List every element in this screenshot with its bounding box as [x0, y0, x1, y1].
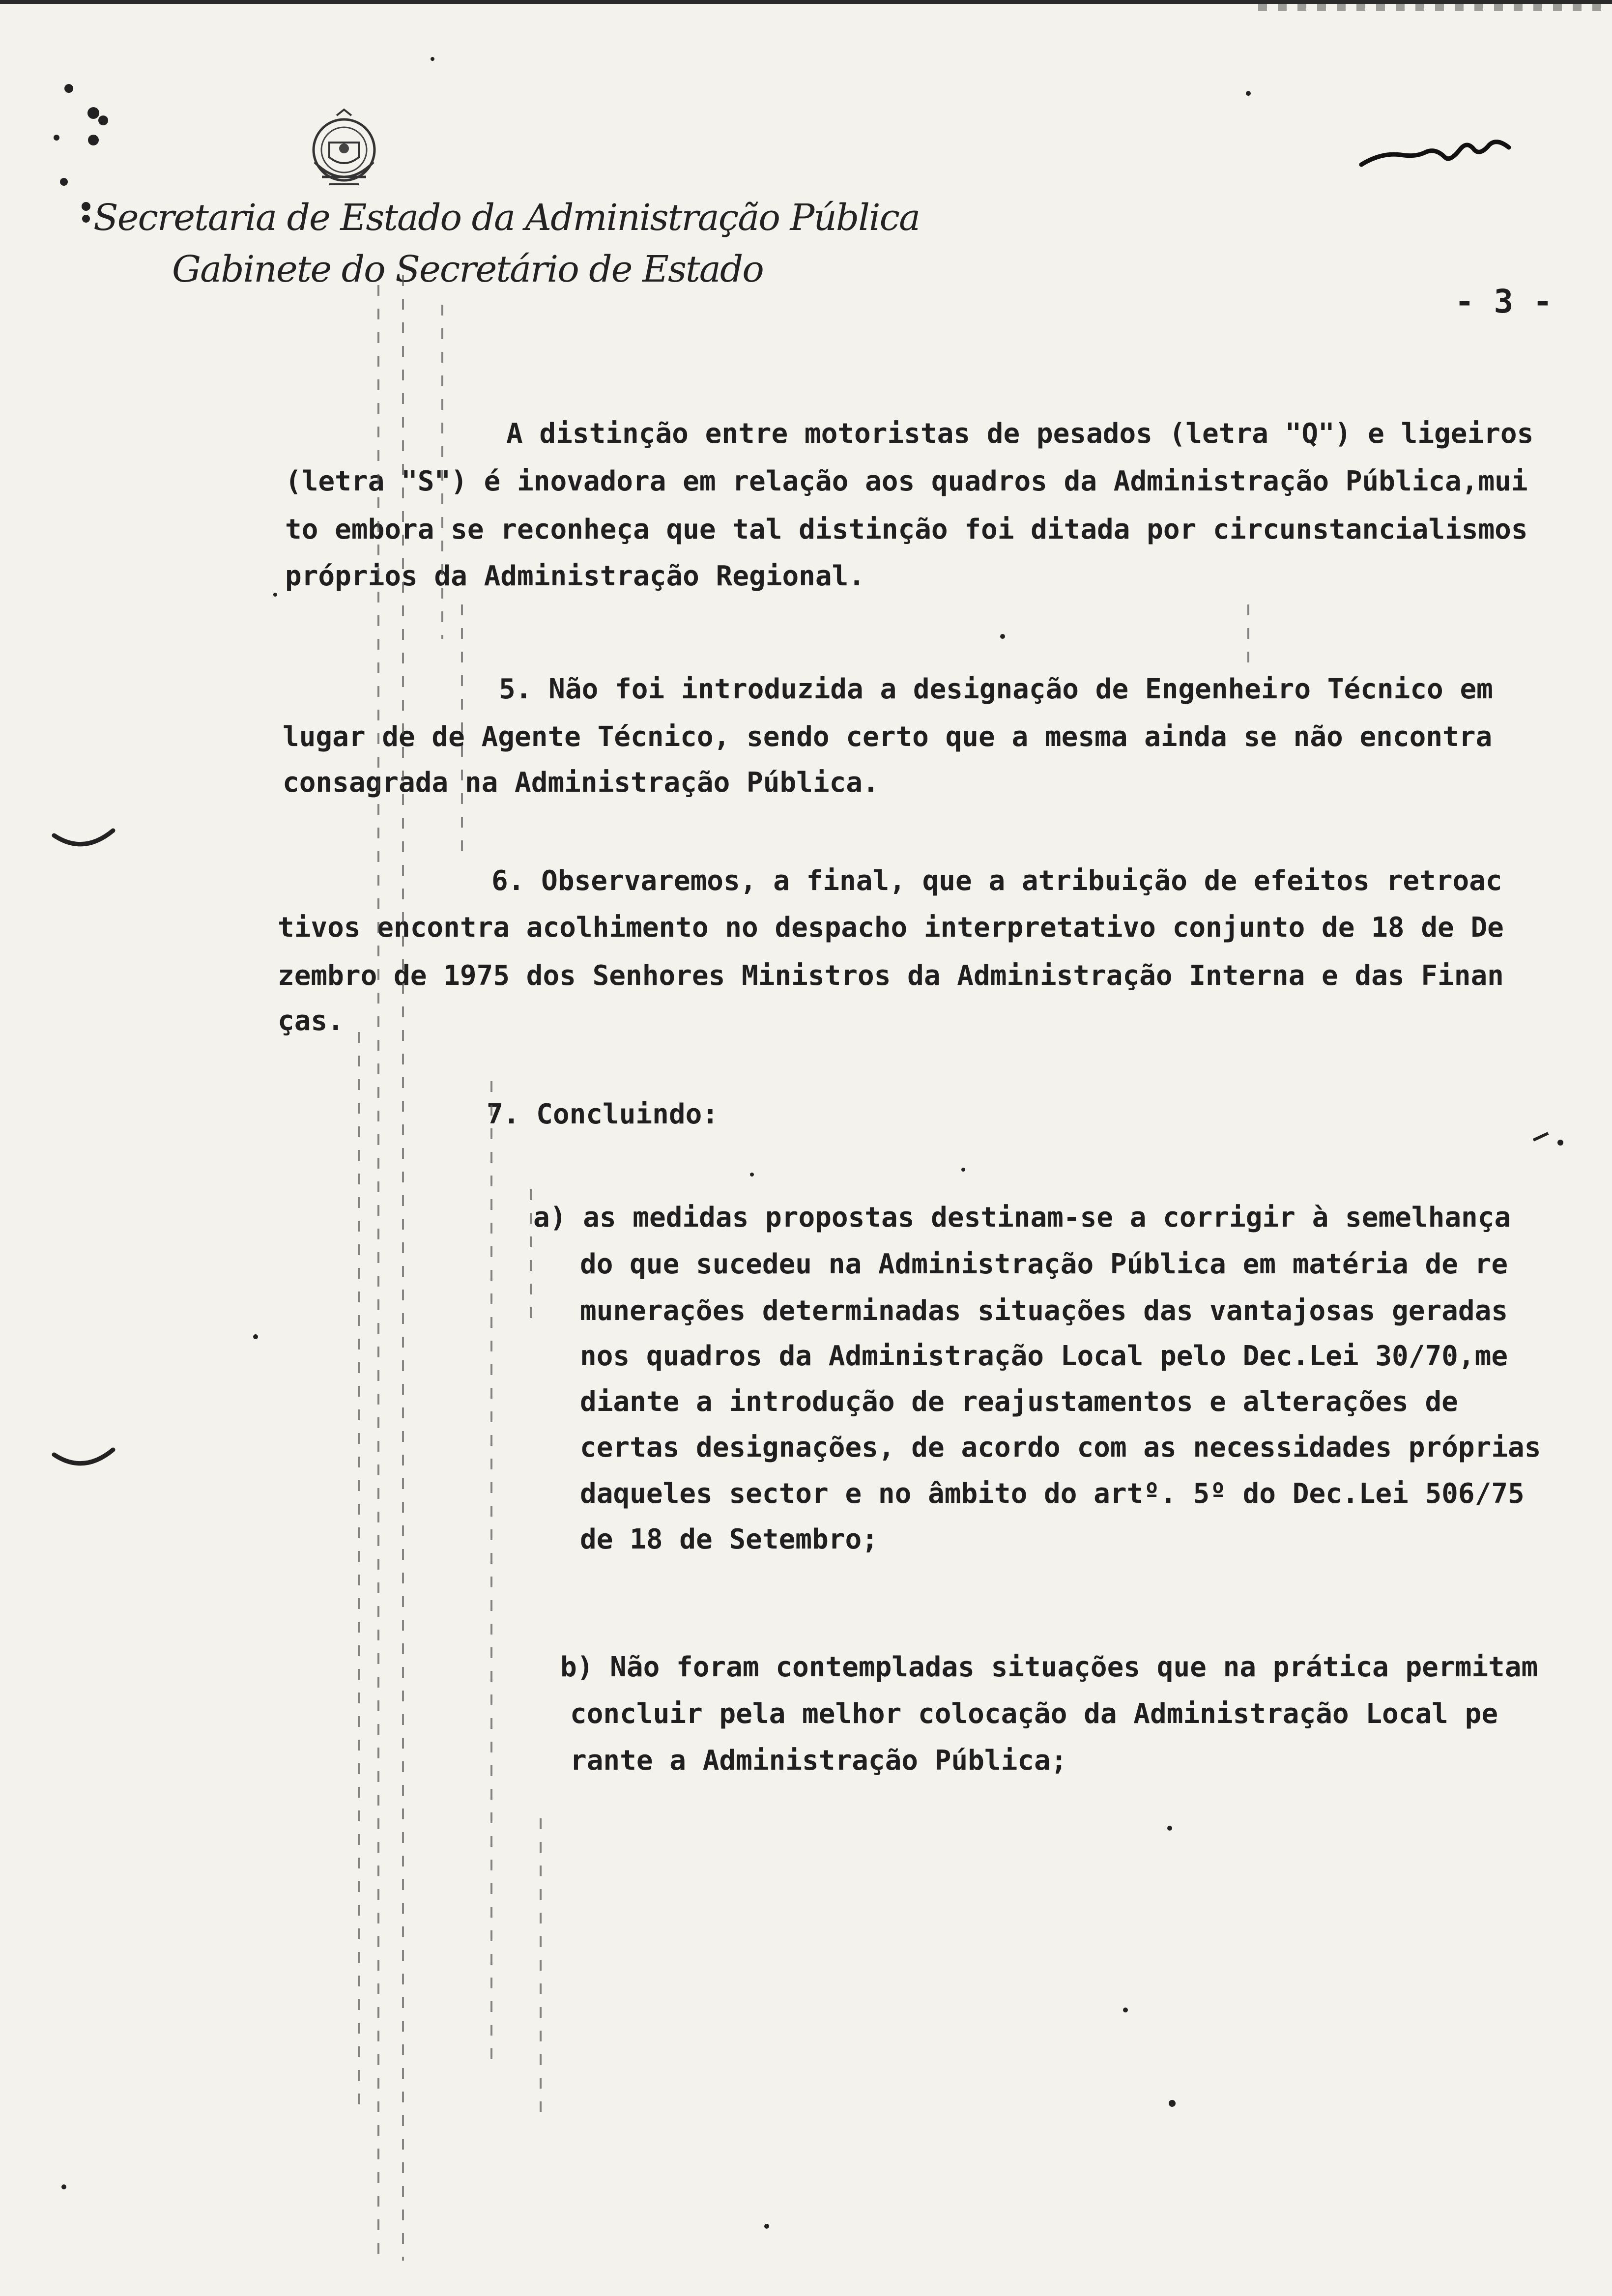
- item-b-line-2: concluir pela melhor colocação da Administração Local pe: [570, 1698, 1498, 1730]
- paragraph-5-line-3: consagrada na Administração Pública.: [283, 767, 879, 799]
- item-a-line-1: a) as medidas propostas destinam-se a corrigir à semelhança: [533, 1202, 1511, 1234]
- item-a-line-7: daqueles sector e no âmbito do artº. 5º do Dec.Lei 506/75: [580, 1478, 1525, 1510]
- header-cabinet: Gabinete do Secretário de Estado: [172, 248, 763, 290]
- item-b-line-1: b) Não foram contempladas situações que na prática permitam: [560, 1651, 1538, 1683]
- item-a-line-8: de 18 de Setembro;: [580, 1523, 878, 1555]
- item-b-line-3: rante a Administração Pública;: [570, 1745, 1067, 1777]
- paragraph-6-line-2: tivos encontra acolhimento no despacho interpretativo conjunto de 18 de De: [278, 912, 1504, 944]
- top-rule: [0, 0, 1612, 4]
- handwritten-initials-icon: [1356, 123, 1563, 177]
- paragraph-intro-line-2: (letra "S") é inovadora em relação aos quadros da Administração Pública,mui: [285, 465, 1528, 497]
- paragraph-7-heading: 7. Concluindo:: [487, 1098, 719, 1130]
- coat-of-arms-seal-icon: [295, 103, 393, 201]
- paragraph-intro-line-4: próprios da Administração Regional.: [285, 560, 865, 592]
- item-a-line-2: do que sucedeu na Administração Pública em matéria de re: [580, 1248, 1508, 1280]
- item-a-line-5: diante a introdução de reajustamentos e alterações de: [580, 1386, 1458, 1418]
- paragraph-6-line-3: zembro de 1975 dos Senhores Ministros da Administração Interna e das Finan: [278, 960, 1504, 992]
- item-a-line-3: munerações determinadas situações das vantajosas geradas: [580, 1295, 1508, 1327]
- paragraph-6-line-1: 6. Observaremos, a final, que a atribuição de efeitos retroac: [491, 865, 1502, 897]
- paragraph-intro-line-3: to embora se reconheça que tal distinção foi ditada por circunstancialismos: [285, 514, 1528, 545]
- paragraph-intro-line-1: A distinção entre motoristas de pesados (letra "Q") e ligeiros: [506, 418, 1534, 450]
- page-number: - 3 -: [1455, 283, 1553, 320]
- paragraph-5-line-2: lugar de de Agente Técnico, sendo certo que a mesma ainda se não encontra: [283, 721, 1493, 753]
- header-ministry: Secretaria de Estado da Administração Pública: [93, 197, 920, 239]
- paragraph-6-line-4: ças.: [278, 1005, 344, 1037]
- paragraph-5-line-1: 5. Não foi introduzida a designação de Engenheiro Técnico em: [499, 673, 1493, 705]
- item-a-line-4: nos quadros da Administração Local pelo Dec.Lei 30/70,me: [580, 1340, 1508, 1372]
- item-a-line-6: certas designações, de acordo com as necessidades próprias: [580, 1432, 1541, 1464]
- top-rule-dashed: [1258, 4, 1612, 11]
